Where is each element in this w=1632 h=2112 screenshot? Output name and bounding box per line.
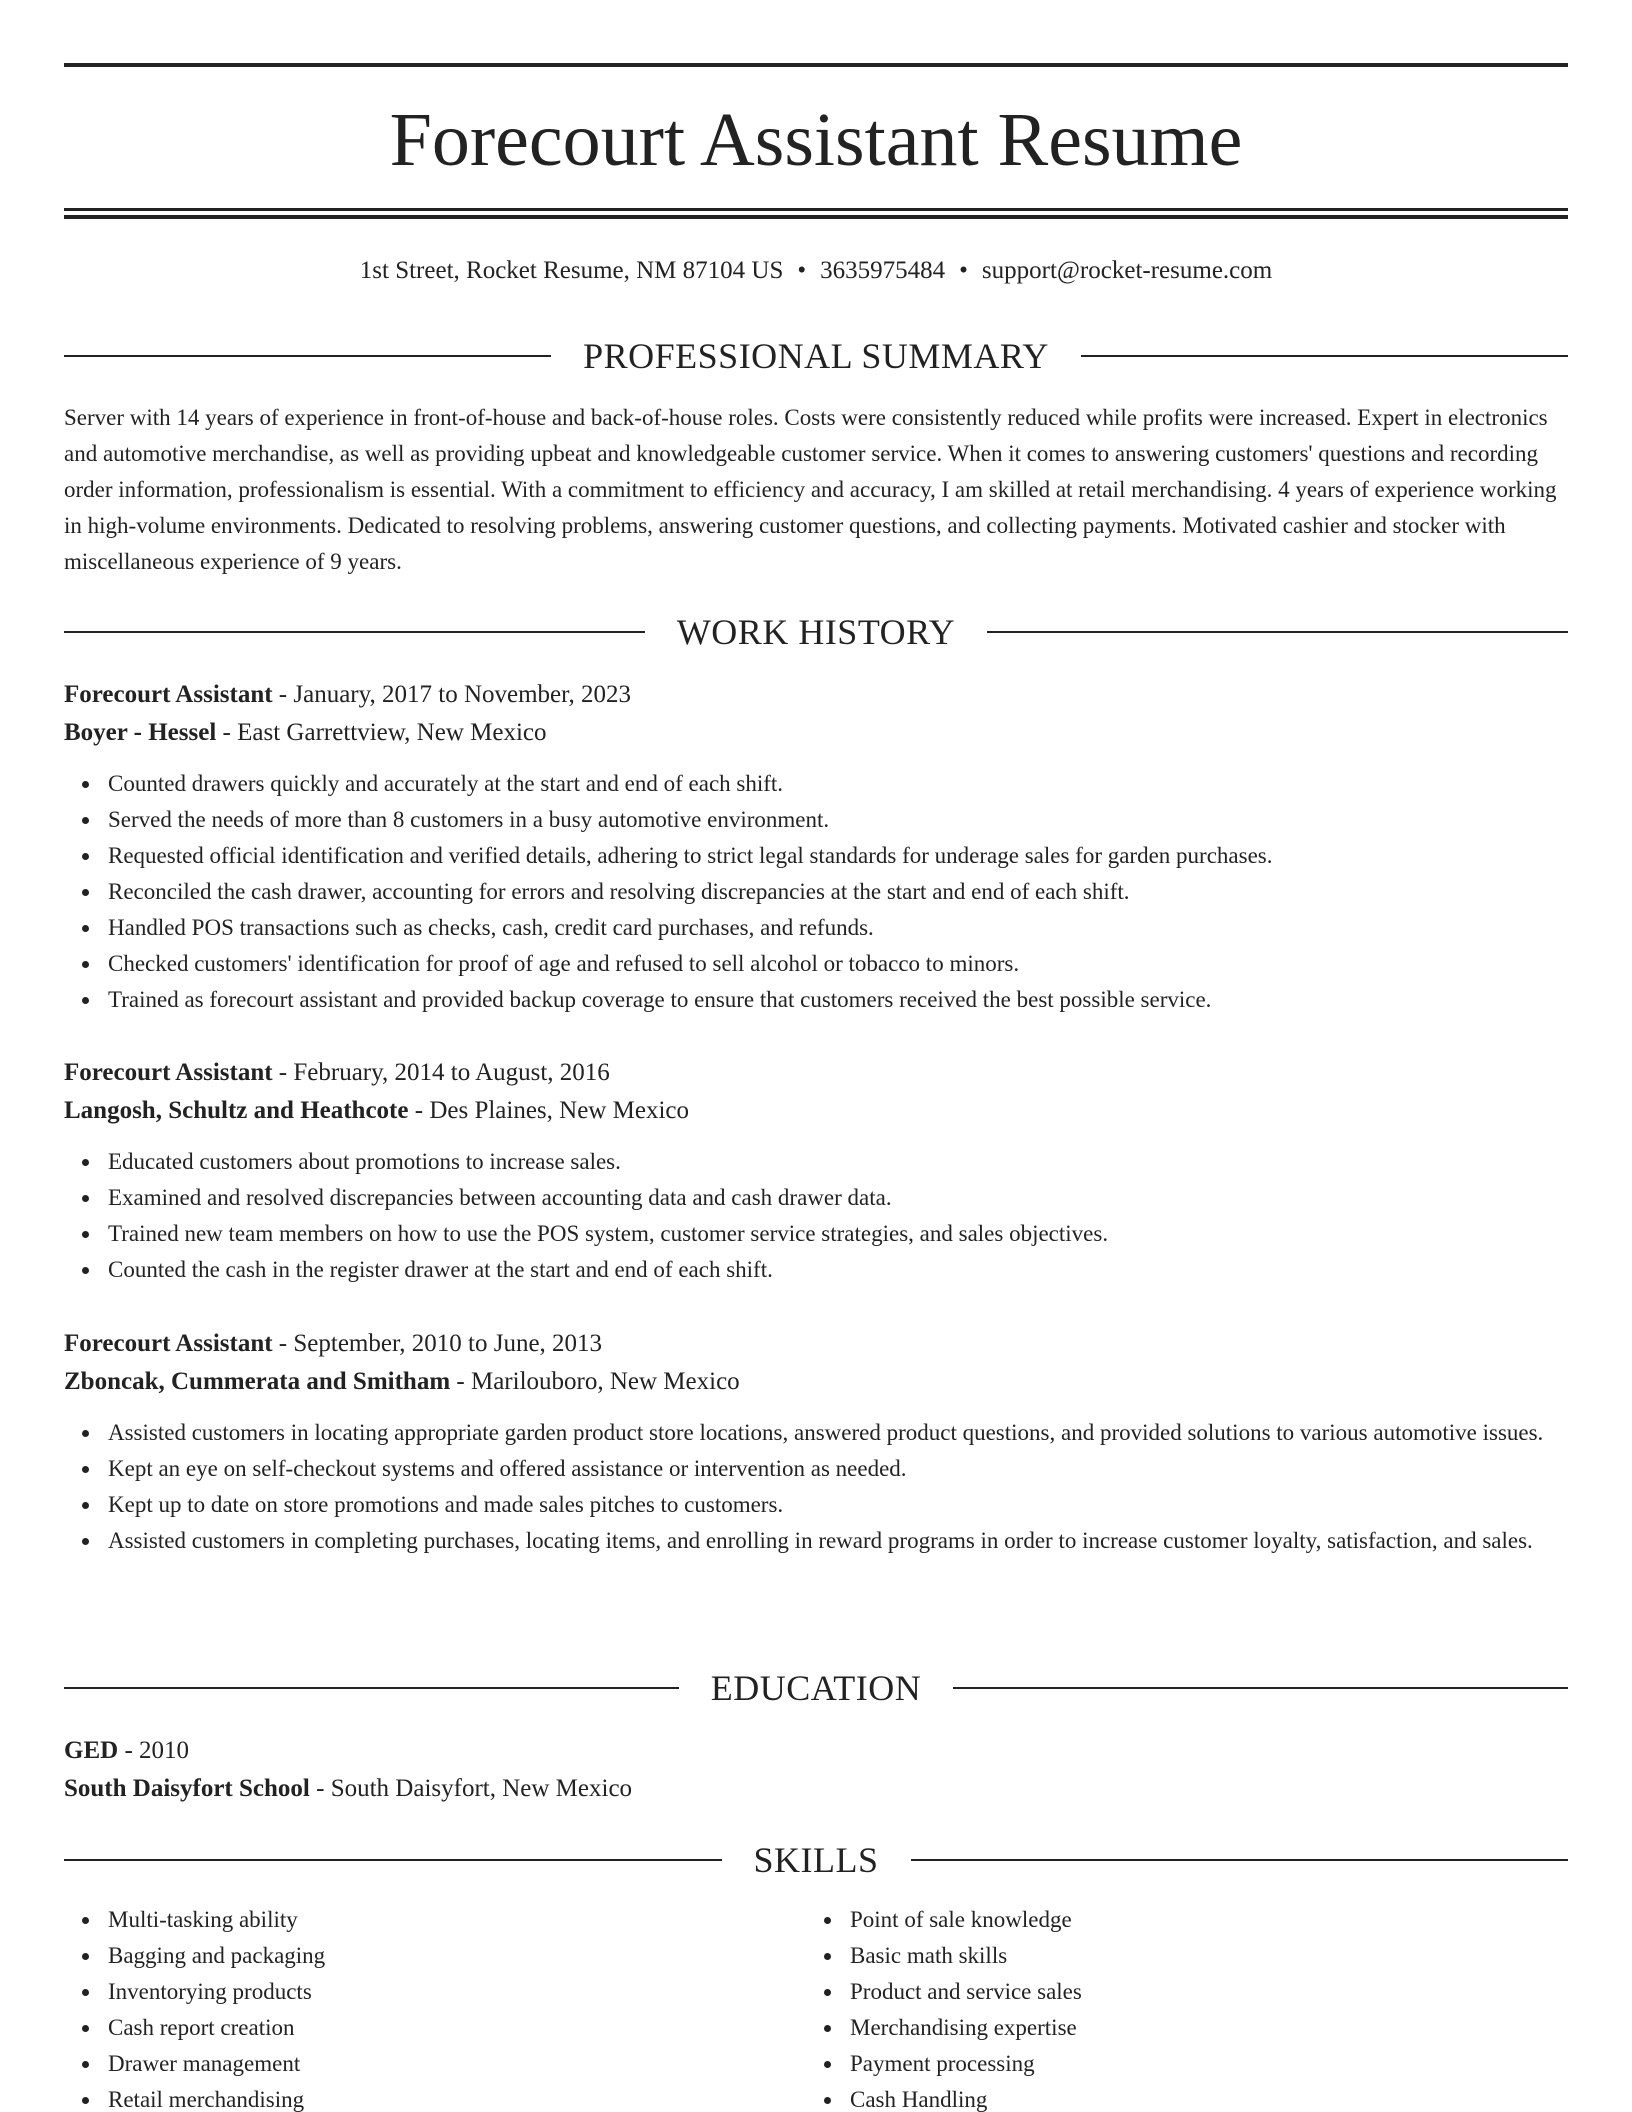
job-company: Zboncak, Cummerata and Smitham <box>64 1368 451 1395</box>
list-item: Counted drawers quickly and accurately at the start and end of each shift. <box>108 766 1568 802</box>
contact-separator: • <box>959 257 968 284</box>
list-item: Merchandising expertise <box>850 2010 1548 2046</box>
skills-column-right <box>806 1902 1548 2112</box>
education-school: South Daisyfort School <box>64 1775 310 1802</box>
list-item: Examined and resolved discrepancies between accounting data and cash drawer data. <box>108 1180 1568 1216</box>
list-item: Counted the cash in the register drawer at the start and end of each shift. <box>108 1252 1568 1288</box>
list-item: Drawer management <box>108 2046 806 2082</box>
contact-address: 1st Street, Rocket Resume, NM 87104 US <box>359 257 784 284</box>
contact-separator: • <box>797 257 807 284</box>
job-title-line: Forecourt Assistant - January, 2017 to November, 2023 <box>64 681 631 708</box>
list-item: Handled POS transactions such as checks, cash, credit card purchases, and refunds. <box>108 910 1568 946</box>
heading-rule <box>953 1687 1568 1689</box>
heading-rule <box>64 1859 722 1861</box>
list-item: Checked customers' identification for proof of age and refused to sell alcohol or tobacco to minors. <box>108 946 1568 982</box>
contact-line <box>64 254 1568 288</box>
job-company-line: Boyer - Hessel - East Garrettview, New Mexico <box>64 719 547 746</box>
job-company: Langosh, Schultz and Heathcote <box>64 1097 409 1124</box>
list-item: Served the needs of more than 8 customers in a busy automotive environment. <box>108 802 1568 838</box>
job-title: Forecourt Assistant <box>64 1330 273 1357</box>
job-entry <box>64 1054 1568 1288</box>
job-title: Forecourt Assistant <box>64 681 273 708</box>
list-item: Trained as forecourt assistant and provided backup coverage to ensure that customers received the best possible service. <box>108 982 1568 1018</box>
heading-rule <box>64 1687 679 1689</box>
education-year: 2010 <box>139 1737 190 1764</box>
job-dates: January, 2017 to November, 2023 <box>293 681 631 708</box>
list-item: Assisted customers in locating appropriate garden product store locations, answered product questions, and provided solutions to various automotive issues. <box>108 1415 1568 1451</box>
job-company-line: Langosh, Schultz and Heathcote - Des Plaines, New Mexico <box>64 1097 689 1124</box>
heading-rule <box>1081 355 1568 357</box>
section-heading-label: WORK HISTORY <box>676 612 956 652</box>
title-double-rule <box>64 208 1568 219</box>
page-title: Forecourt Assistant Resume <box>389 98 1243 182</box>
list-item: Cash Handling <box>850 2082 1548 2112</box>
heading-rule <box>911 1859 1569 1861</box>
heading-rule <box>64 355 551 357</box>
list-item: Retail merchandising <box>108 2082 806 2112</box>
job-title: Forecourt Assistant <box>64 1059 273 1086</box>
job-location: Marilouboro, New Mexico <box>470 1368 740 1395</box>
section-heading-label: EDUCATION <box>710 1668 922 1708</box>
job-bullets <box>64 766 1568 1018</box>
professional-summary: Server with 14 years of experience in front-of-house and back-of-house roles. Costs were consistently reduced while profits were increased. Expert in electronics and automotive merchandise, as well as providing upbeat and knowledgeable customer service. When it comes to answering customers' questions and recording order information, professionalism is essential. With a commitment to efficiency and accuracy, I am skilled at retail merchandising. 4 years of experience working in high-volume environments. Dedicated to resolving problems, answering customer questions, and collecting payments. Motivated cashier and stocker with miscellaneous experience of 9 years. <box>64 405 1557 574</box>
section-heading-label: SKILLS <box>753 1840 879 1880</box>
job-dates: September, 2010 to June, 2013 <box>293 1330 603 1357</box>
job-title-line: Forecourt Assistant - February, 2014 to August, 2016 <box>64 1059 610 1086</box>
list-item: Requested official identification and verified details, adhering to strict legal standards for underage sales for garden purchases. <box>108 838 1568 874</box>
education-degree: GED <box>64 1737 119 1764</box>
education-school-line: South Daisyfort School - South Daisyfort, New Mexico <box>64 1775 633 1802</box>
list-item: Kept up to date on store promotions and made sales pitches to customers. <box>108 1487 1568 1523</box>
contact-phone: 3635975484 <box>820 257 946 284</box>
list-item: Inventorying products <box>108 1974 806 2010</box>
list-item: Assisted customers in completing purchases, locating items, and enrolling in reward programs in order to increase customer loyalty, satisfaction, and sales. <box>108 1523 1568 1559</box>
list-item: Multi-tasking ability <box>108 1902 806 1938</box>
job-dates: February, 2014 to August, 2016 <box>293 1059 610 1086</box>
list-item: Trained new team members on how to use the POS system, customer service strategies, and sales objectives. <box>108 1216 1568 1252</box>
job-bullets <box>64 1144 1568 1288</box>
list-item: Point of sale knowledge <box>850 1902 1548 1938</box>
job-entry <box>64 676 1568 1018</box>
education-degree-line: GED - 2010 <box>64 1737 190 1764</box>
job-title-line: Forecourt Assistant - September, 2010 to June, 2013 <box>64 1330 603 1357</box>
skills-list <box>64 1902 1568 2112</box>
section-heading-work <box>64 610 1568 654</box>
skills-column-left <box>64 1902 806 2112</box>
job-location: East Garrettview, New Mexico <box>237 719 547 746</box>
education-entry <box>64 1732 1568 1808</box>
section-heading-skills <box>64 1838 1568 1882</box>
section-heading-education <box>64 1666 1568 1710</box>
job-location: Des Plaines, New Mexico <box>429 1097 689 1124</box>
list-item: Educated customers about promotions to increase sales. <box>108 1144 1568 1180</box>
contact-email: support@rocket-resume.com <box>981 257 1273 284</box>
education-location: South Daisyfort, New Mexico <box>330 1775 633 1802</box>
job-entry <box>64 1325 1568 1559</box>
job-company-line: Zboncak, Cummerata and Smitham - Marilouboro, New Mexico <box>64 1368 740 1395</box>
job-bullets <box>64 1415 1568 1559</box>
list-item: Reconciled the cash drawer, accounting for errors and resolving discrepancies at the start and end of each shift. <box>108 874 1568 910</box>
list-item: Cash report creation <box>108 2010 806 2046</box>
list-item: Kept an eye on self-checkout systems and offered assistance or intervention as needed. <box>108 1451 1568 1487</box>
section-heading-label: PROFESSIONAL SUMMARY <box>583 336 1049 376</box>
job-company: Boyer - Hessel <box>64 719 217 746</box>
heading-rule <box>987 631 1568 633</box>
list-item: Product and service sales <box>850 1974 1548 2010</box>
list-item: Payment processing <box>850 2046 1548 2082</box>
list-item: Bagging and packaging <box>108 1938 806 1974</box>
section-heading-summary <box>64 334 1568 378</box>
heading-rule <box>64 631 645 633</box>
list-item: Basic math skills <box>850 1938 1548 1974</box>
top-rule <box>64 63 1568 67</box>
